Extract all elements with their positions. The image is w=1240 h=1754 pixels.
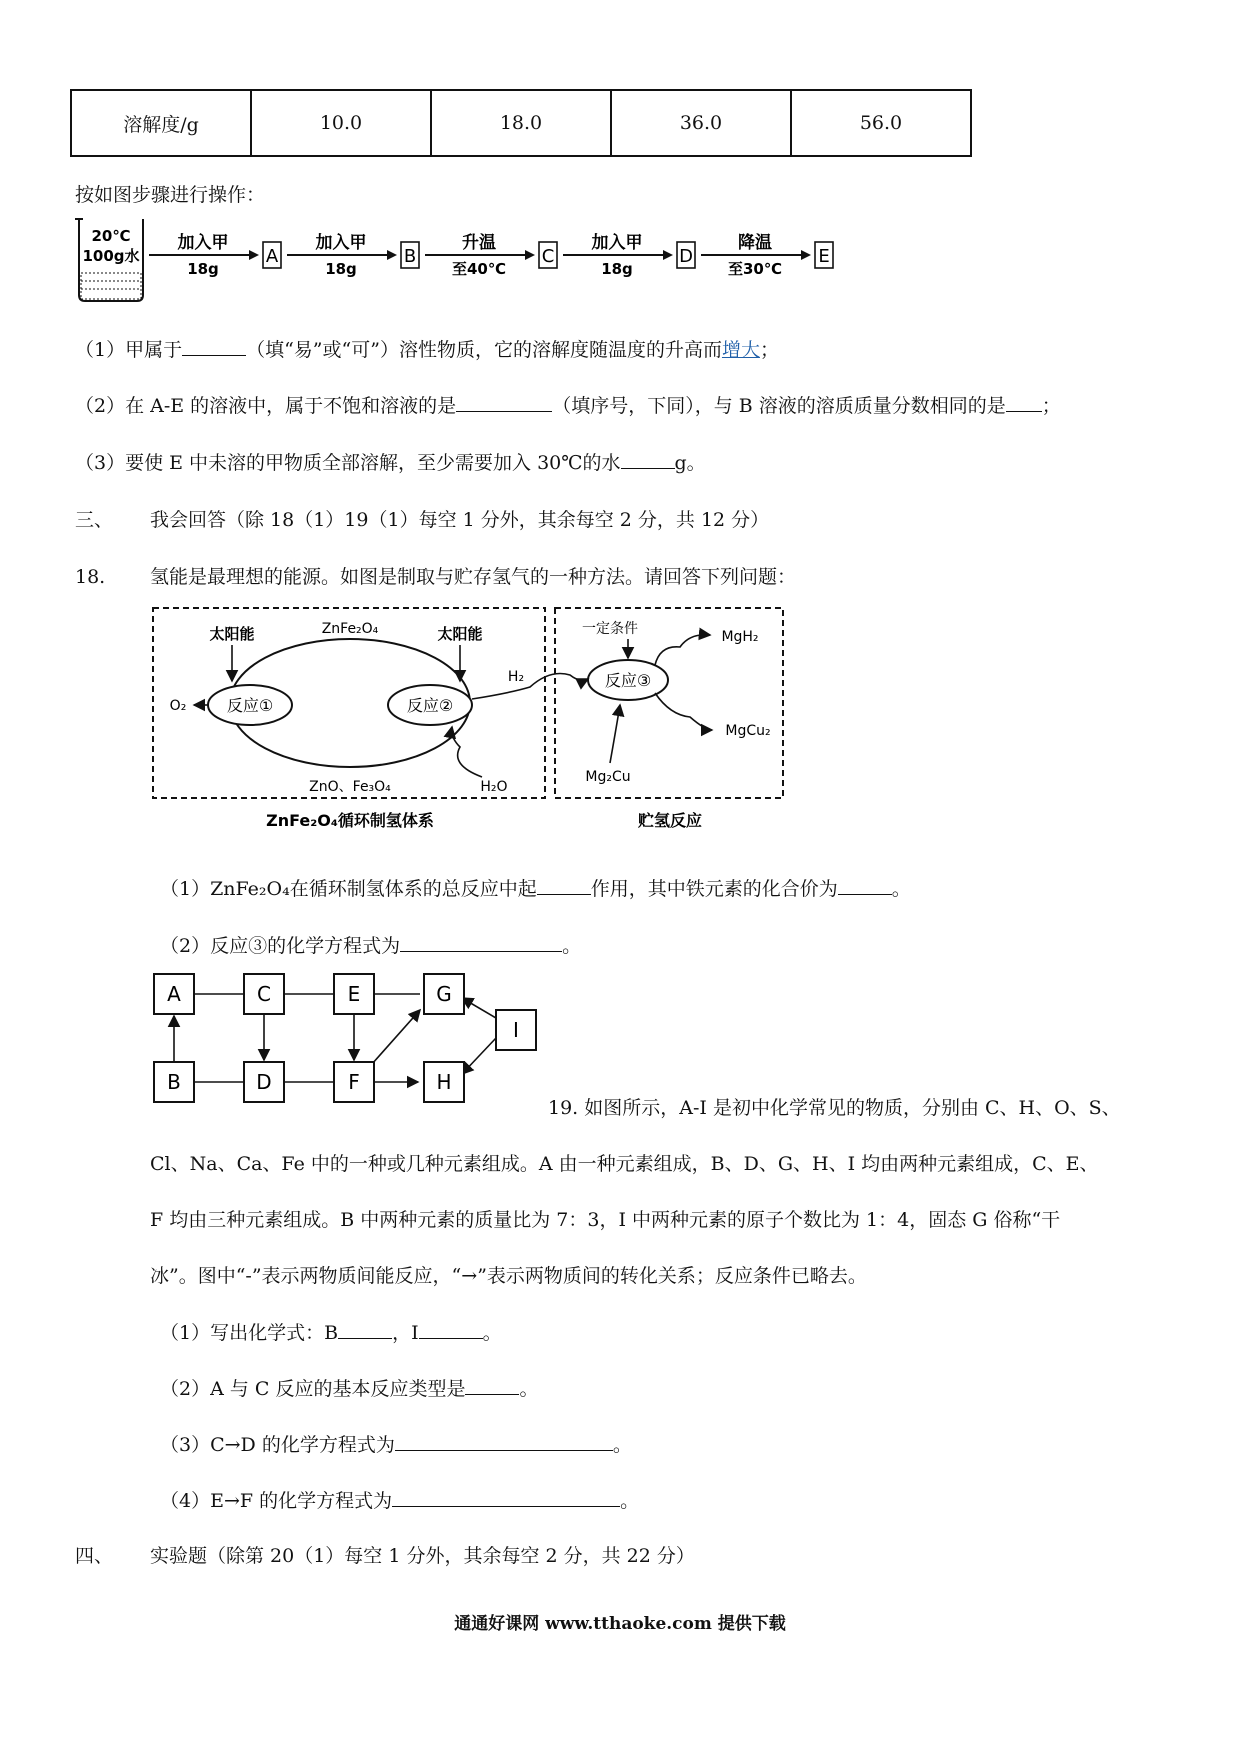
q18-stem: 氢能是最理想的能源。如图是制取与贮存氢气的一种方法。请回答下列问题： bbox=[150, 566, 797, 588]
q17-part3 bbox=[75, 450, 706, 475]
q18-part2 bbox=[160, 933, 581, 958]
q19-p3-end: 。 bbox=[612, 1434, 632, 1456]
substance-label: I bbox=[513, 1018, 519, 1042]
condition-label: 一定条件 bbox=[582, 621, 638, 637]
q19-part3 bbox=[160, 1432, 632, 1457]
q18-p2-text: （2）反应③的化学方程式为 bbox=[160, 935, 401, 957]
q19-p2-end: 。 bbox=[519, 1378, 539, 1400]
step-action: 降温 bbox=[738, 233, 772, 253]
step-box-label: A bbox=[265, 246, 279, 267]
answer-blank[interactable] bbox=[419, 1320, 483, 1339]
q18-p1-end: 。 bbox=[891, 878, 911, 900]
q17-p2-text2: （填序号，下同），与 B 溶液的溶质质量分数相同的是 bbox=[552, 395, 1006, 417]
answer-blank[interactable] bbox=[456, 393, 552, 412]
arrow-head bbox=[249, 250, 259, 260]
answer-blank[interactable] bbox=[338, 1320, 392, 1339]
q19-stem-line3: F 均由三种元素组成。B 中两种元素的质量比为 7：3，I 中两种元素的原子个数比为 1：4，固态 G 俗称“干 bbox=[150, 1209, 1061, 1231]
answer-blank[interactable] bbox=[465, 1376, 519, 1395]
step-action: 加入甲 bbox=[591, 233, 643, 253]
step-box-label: D bbox=[679, 246, 693, 267]
substance-label: D bbox=[256, 1070, 272, 1094]
step-box-label: B bbox=[403, 246, 417, 267]
step-amount: 18g bbox=[601, 260, 633, 278]
substance-label: C bbox=[257, 982, 271, 1006]
reaction3-label: 反应③ bbox=[604, 671, 652, 690]
step-amount: 至30℃ bbox=[727, 260, 783, 278]
q18-p2-end: 。 bbox=[562, 935, 582, 957]
q19-part4 bbox=[160, 1488, 639, 1513]
q19-p1-end: 。 bbox=[482, 1322, 502, 1344]
step-amount: 18g bbox=[187, 260, 219, 278]
table-cell: 36.0 bbox=[611, 90, 791, 156]
arrow-head bbox=[387, 250, 397, 260]
answer-blank[interactable] bbox=[182, 337, 246, 356]
beaker-water: 100g水 bbox=[82, 247, 140, 265]
table-cell: 18.0 bbox=[431, 90, 611, 156]
table-row bbox=[71, 90, 971, 156]
solubility-table bbox=[70, 89, 972, 157]
step-amount: 至40℃ bbox=[451, 260, 507, 278]
arrow-head bbox=[663, 250, 673, 260]
mgh2-label: MgH₂ bbox=[721, 629, 759, 645]
q19-p4-end: 。 bbox=[620, 1490, 640, 1512]
arrow-head bbox=[801, 250, 811, 260]
answer-blank[interactable] bbox=[392, 1488, 620, 1507]
substance-label: F bbox=[348, 1070, 360, 1094]
step-action: 升温 bbox=[462, 233, 496, 253]
q19-stem-line2: Cl、Na、Ca、Fe 中的一种或几种元素组成。A 由一种元素组成，B、D、G、H、I 均由两种元素组成，C、E、 bbox=[150, 1153, 1099, 1175]
step-action: 加入甲 bbox=[315, 233, 367, 253]
q17-p3-end: g。 bbox=[674, 452, 706, 474]
q19-p2-text: （2）A 与 C 反应的基本反应类型是 bbox=[160, 1378, 466, 1400]
beaker bbox=[75, 219, 143, 301]
substance-label: G bbox=[436, 982, 452, 1006]
q17-p3-text: （3）要使 E 中未溶的甲物质全部溶解，至少需要加入 30℃的水 bbox=[75, 452, 621, 474]
beaker-temp: 20℃ bbox=[91, 227, 131, 245]
q17-p2-text: （2）在 A-E 的溶液中，属于不饱和溶液的是 bbox=[75, 395, 457, 417]
q19-part2 bbox=[160, 1376, 538, 1401]
q18-part1 bbox=[160, 876, 911, 901]
section-3-title: 我会回答（除 18（1）19（1）每空 1 分外，其余每空 2 分，共 12 分） bbox=[150, 509, 770, 531]
storage-caption: 贮氢反应 bbox=[637, 811, 703, 830]
q19-p4-text: （4）E→F 的化学方程式为 bbox=[160, 1490, 393, 1512]
mgcu2-label: MgCu₂ bbox=[725, 723, 771, 739]
step-box-label: C bbox=[541, 246, 555, 267]
h2o-label: H₂O bbox=[480, 779, 508, 795]
substance-label: H bbox=[436, 1070, 452, 1094]
step-amount: 18g bbox=[325, 260, 357, 278]
h2-label: H₂ bbox=[507, 669, 525, 685]
hydrogen-diagram bbox=[150, 605, 790, 835]
answer-blank[interactable] bbox=[621, 450, 675, 469]
q19-p1-text: （1）写出化学式：B bbox=[160, 1322, 339, 1344]
mg2cu-label: Mg₂Cu bbox=[585, 769, 631, 785]
q19-p1-text2: ，I bbox=[392, 1322, 419, 1344]
q17-p1-text2: （填“易”或“可”）溶性物质，它的溶解度随温度的升高而 bbox=[246, 339, 722, 361]
q18-number: 18. bbox=[75, 566, 106, 588]
reaction1-label: 反应① bbox=[226, 696, 274, 715]
q17-part1 bbox=[75, 337, 779, 362]
table-cell: 56.0 bbox=[791, 90, 971, 156]
answer-blank[interactable] bbox=[400, 933, 562, 952]
q17-p1-text: （1）甲属于 bbox=[75, 339, 183, 361]
q17-p2-end: ； bbox=[1041, 395, 1061, 417]
answer-blank[interactable] bbox=[395, 1432, 613, 1451]
answer-blank[interactable] bbox=[838, 876, 892, 895]
table-cell: 10.0 bbox=[251, 90, 431, 156]
step-box-label: E bbox=[818, 246, 830, 267]
section-4-number: 四、 bbox=[75, 1545, 114, 1567]
relationship-diagram bbox=[150, 970, 550, 1110]
increase-link[interactable]: 增大 bbox=[721, 339, 760, 361]
znfe2o4-label: ZnFe₂O₄ bbox=[321, 621, 379, 637]
footer-source: 通通好课网 www.tthaoke.com 提供下载 bbox=[454, 1614, 786, 1634]
zno-fe3o4-label: ZnO、Fe₃O₄ bbox=[309, 779, 391, 795]
step-action: 加入甲 bbox=[177, 233, 229, 253]
solar-energy-1: 太阳能 bbox=[209, 625, 255, 643]
substance-label: E bbox=[347, 982, 361, 1006]
answer-blank[interactable] bbox=[537, 876, 591, 895]
section-4-title: 实验题（除第 20（1）每空 1 分外，其余每空 2 分，共 22 分） bbox=[150, 1545, 695, 1567]
q18-p1-text: （1）ZnFe₂O₄在循环制氢体系的总反应中起 bbox=[160, 878, 537, 900]
solar-energy-2: 太阳能 bbox=[437, 625, 483, 643]
row-label: 溶解度/g bbox=[71, 90, 251, 156]
o2-label: O₂ bbox=[169, 698, 187, 714]
q17-part2 bbox=[75, 393, 1061, 418]
section-3-number: 三、 bbox=[75, 509, 114, 531]
arrow-head bbox=[525, 250, 535, 260]
q19-stem-line4: 冰”。图中“-”表示两物质间能反应，“→”表示两物质间的转化关系；反应条件已略去。 bbox=[150, 1265, 867, 1287]
q19-stem-line1: 19. 如图所示，A-I 是初中化学常见的物质，分别由 C、H、O、S、 bbox=[548, 1097, 1121, 1119]
q18-p1-text2: 作用，其中铁元素的化合价为 bbox=[590, 878, 838, 900]
q19-p3-text: （3）C→D 的化学方程式为 bbox=[160, 1434, 395, 1456]
q19-part1 bbox=[160, 1320, 502, 1345]
steps-diagram bbox=[75, 215, 855, 305]
substance-label: A bbox=[167, 982, 181, 1006]
substance-label: B bbox=[167, 1070, 181, 1094]
cycle-system-caption: ZnFe₂O₄循环制氢体系 bbox=[266, 811, 434, 830]
answer-blank[interactable] bbox=[1006, 393, 1042, 412]
reaction2-label: 反应② bbox=[406, 696, 454, 715]
q17-p1-end: ； bbox=[759, 339, 779, 361]
steps-intro: 按如图步骤进行操作： bbox=[75, 184, 266, 206]
